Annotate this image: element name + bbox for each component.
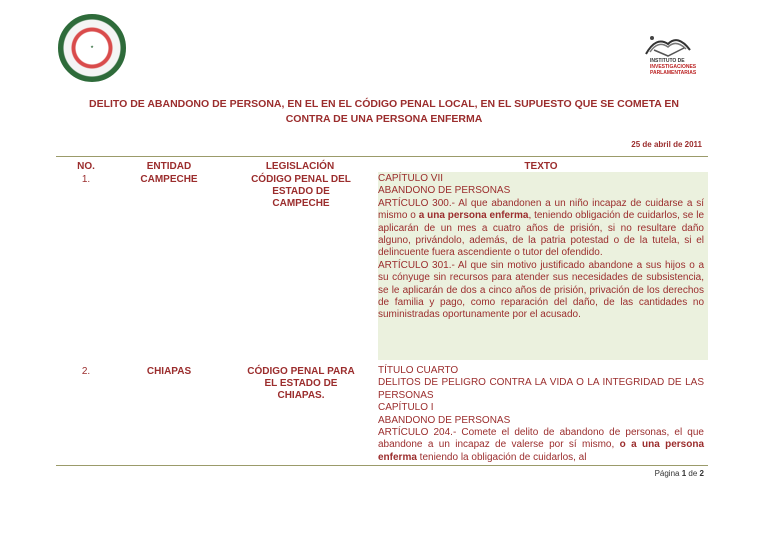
document-title [60,97,708,127]
header-no: NO. [77,161,95,172]
row-2-chapter: CAPÍTULO I [378,402,434,414]
institute-line-1: INSTITUTO DE [650,58,685,64]
page-number [655,469,704,478]
row-2-chapter-title: ABANDONO DE PERSONAS [378,414,511,426]
row-1-article-300 [378,198,704,260]
row-2-texto [378,365,704,464]
row-2-entidad: CHIAPAS [146,366,192,377]
a300-post: , teniendo obligación de cuidarlos, se le aplicarán de un mes a cuatro años de prisión, si no resultare daño alguno, privándolo, además, de la patria potestad o de la tutela, si el delincuente fuera ascendiente o tutor del ofendido. [378,210,705,259]
page-total: 2 [699,469,704,478]
row-1-legislacion: CÓDIGO PENAL DEL ESTADO DE CAMPECHE [251,174,351,209]
title-line-1: DELITO DE ABANDONO DE PERSONA, EN EL EN EL CÓDIGO PENAL LOCAL, EN EL SUPUESTO QUE SE COMETA EN [88,98,680,110]
title-line-2: CONTRA DE UNA PERSONA ENFERMA [285,113,483,125]
header-legislacion: LEGISLACIÓN [265,161,335,172]
row-2-title-name: DELITOS DE PELIGRO CONTRA LA VIDA O LA INTEGRIDAD DE LAS PERSONAS [378,377,704,401]
document-date: 25 de abril de 2011 [631,140,702,149]
row-1-entidad: CAMPECHE [140,174,198,185]
institute-logo [636,30,700,92]
row-1-chapter-title: ABANDONO DE PERSONAS [378,185,511,197]
table-top-rule [56,156,708,157]
a204-post: teniendo la obligación de cuidarlos, al [416,451,587,463]
institute-name [650,58,696,76]
row-1-article-301: ARTÍCULO 301.- Al que sin motivo justificado abandone a sus hijos o a su cónyuge sin recursos para atender sus necesidades de subsistencia, se le aplicarán de dos a cinco años de prisión, privación de los derechos de familia y pago, como reparación del daño, de las cantidades no suministradas oportunamente por el acusado. [378,259,704,321]
row-1-texto [378,173,704,322]
book-logo-icon [642,30,694,58]
institute-line-2: INVESTIGACIONES [650,64,697,70]
row-2-no: 2. [81,366,91,377]
header-entidad: ENTIDAD [146,161,192,172]
state-seal-icon [58,14,126,82]
row-2-article-204 [378,427,704,464]
a300-pre: ARTÍCULO 300.- Al que abandonen a un niño incapaz de cuidarse a sí mismo o [378,197,704,222]
a300-bold: a una persona enferma [418,210,529,222]
row-1-no: 1. [81,174,91,185]
seal-lettering: ★ [90,44,94,49]
institute-line-3: PARLAMENTARIAS [650,70,697,76]
a204-pre: ARTÍCULO 204.- Comete el delito de abandono de personas, el que abandone a un incapaz de valerse por sí mismo, [378,427,704,451]
page-current: 1 [681,469,687,478]
row-2-title: TÍTULO CUARTO [378,365,459,376]
a204-bold: o a una persona enferma [378,439,705,463]
row-2-legislacion: CÓDIGO PENAL PARA EL ESTADO DE CHIAPAS. [247,366,355,401]
page-of: de [688,469,698,478]
header-texto: TEXTO [524,161,558,172]
row-1-chapter: CAPÍTULO VII [378,173,444,184]
page-label: Página [654,469,680,478]
table-bottom-rule [56,465,708,466]
